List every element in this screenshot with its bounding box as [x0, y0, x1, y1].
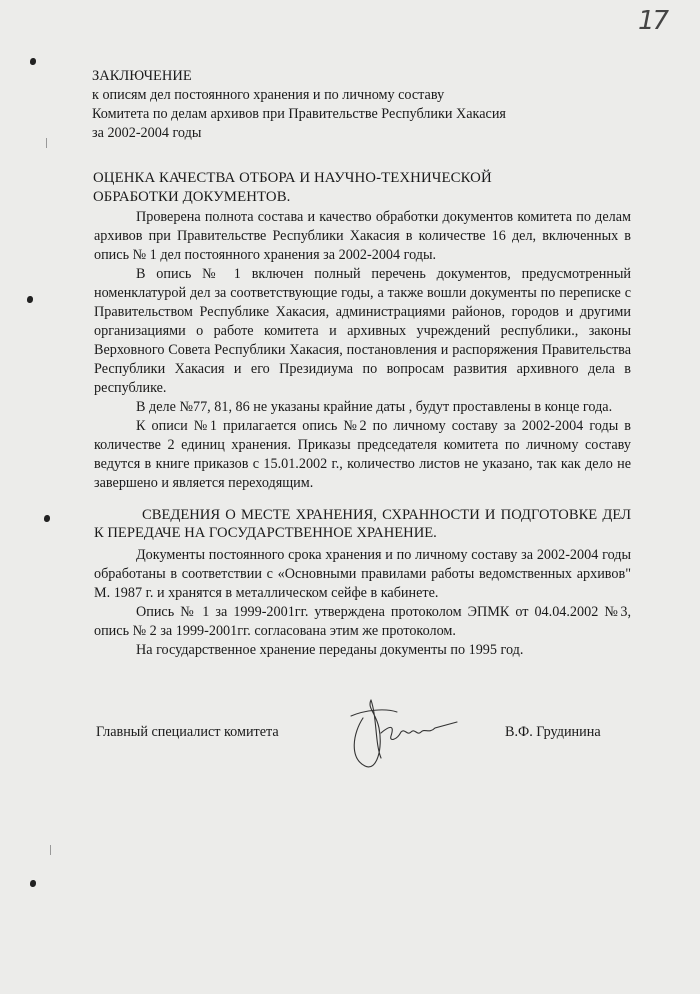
paragraph: Документы постоянного срока хранения и по личному составу за 2002-2004 годы обработаны в соответствии с «Основными правилами работы ведомственных архивов" М. 1987 г. и хранятся в металлическом сейфе в кабинете.: [94, 547, 631, 601]
paragraph: Опись № 1 за 1999-2001гг. утверждена протоколом ЭПМК от 04.04.2002 №3, опись № 2 за 1999-2001гг. согласована этим же протоколом.: [94, 604, 631, 639]
margin-tick: [46, 138, 47, 148]
section-heading: ОЦЕНКА КАЧЕСТВА ОТБОРА И НАУЧНО-ТЕХНИЧЕСКОЙ ОБРАБОТКИ ДОКУМЕНТОВ.: [93, 170, 492, 205]
punch-mark: [44, 515, 50, 522]
header-line: за 2002-2004 годы: [92, 125, 202, 141]
page-number: 17: [638, 6, 668, 36]
punch-mark: [30, 58, 36, 65]
document-title: ЗАКЛЮЧЕНИЕ: [92, 68, 192, 84]
signatory-name: В.Ф. Грудинина: [505, 724, 601, 740]
paragraph: В опись № 1 включен полный перечень документов, предусмотренный номенклатурой дел за соответствующие годы, а также вошли документы по переписке с Правительством Республике Хакасия, администрациями районов, городов и другими организациями о работе комитета и архивных учреждений республики., законы Верховного Совета Республики Хакасия, постановления и распоряжения Правительства Республики Хакасия и его Президиума по вопросам развития архивного дела в республике.: [94, 266, 631, 396]
paragraph: На государственное хранение переданы документы по 1995 год.: [136, 642, 524, 658]
handwritten-signature: [345, 688, 460, 780]
punch-mark: [27, 296, 33, 303]
paragraph: В деле №77, 81, 86 не указаны крайние даты , будут проставлены в конце года.: [136, 399, 613, 415]
paragraph: Проверена полнота состава и качество обработки документов комитета по делам архивов при Правительстве Республики Хакасия в количестве 16 дел, включенных в опись № 1 дел постоянного хранения за 2002-2004 годы.: [94, 209, 631, 263]
signatory-position: Главный специалист комитета: [96, 724, 279, 740]
margin-tick: [50, 845, 51, 855]
punch-mark: [30, 880, 36, 887]
section-body: [94, 208, 631, 493]
section-heading: СВЕДЕНИЯ О МЕСТЕ ХРАНЕНИЯ, СХРАННОСТИ И ПОДГОТОВКЕ ДЕЛ К ПЕРЕДАЧЕ НА ГОСУДАРСТВЕННОЕ ХРАНЕНИЕ.: [94, 507, 631, 541]
document-header: [92, 67, 506, 143]
header-line: к описям дел постоянного хранения и по личному составу: [92, 87, 445, 103]
paragraph: К описи №1 прилагается опись №2 по личному составу за 2002-2004 годы в количестве 2 единиц хранения. Приказы председателя комитета по личному составу ведутся в книге приказов с 15.01.2002 г., количество листов не указано, так как дело не завершено и является переходящим.: [94, 418, 631, 491]
section-body: [94, 506, 631, 660]
header-line: Комитета по делам архивов при Правительстве Республики Хакасия: [92, 106, 506, 122]
